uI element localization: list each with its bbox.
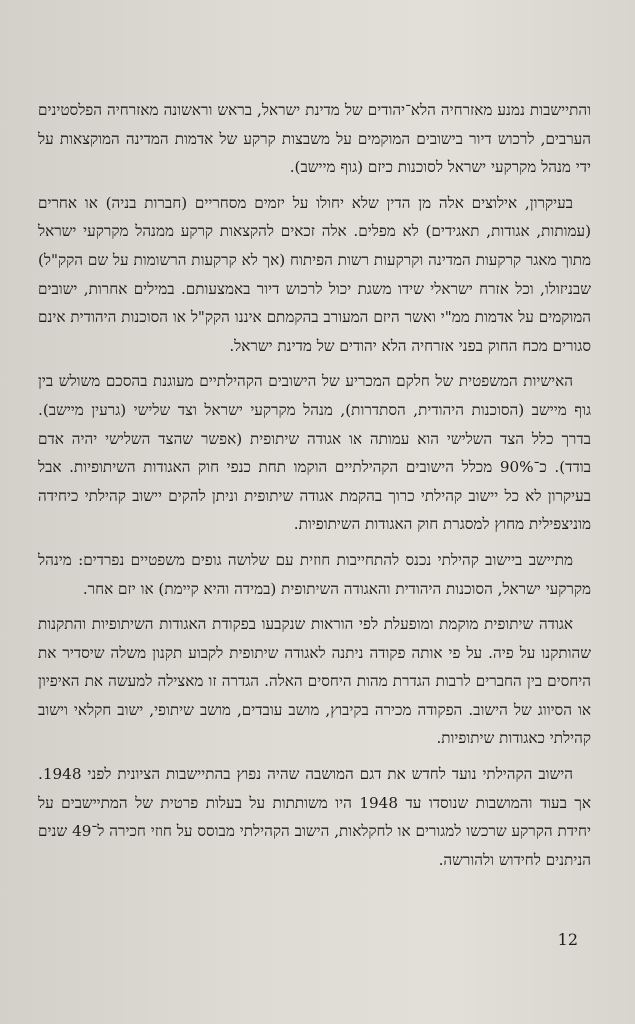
paragraph: מתיישב ביישוב קהילתי נכנס להתחייבות חוזית עם שלושה גופים משפטיים נפרדים: מינהל מקרקעי ישראל, הסוכנות היהודית והאגודה השיתופית (במידה והיא קיימת) או יזם אחר. [38,550,591,598]
paragraph: והתיישבות נמנע מאזרחיה הלא־יהודים של מדינת ישראל, בראש וראשונה מאזרחיה הפלסטינים הערבים, לרכוש דיור בישובים המוקמים על משבצות קרקע של אדמות המדינה המוקצאות על ידי מנהל מקרקעי ישראל לסוכנות כיזם (גוף מיישב). [38,101,591,177]
body-text [38,96,591,881]
paragraph: הישוב הקהילתי נועד לחדש את דגם המושבה שהיה נפוץ בהתיישבות הציונית לפני 1948. אך בעוד והמושבות שנוסדו עד 1948 היו משותתות על בעלות פרטית של המתיישבים על יחידת הקרקע שרכשו למגורים או לחקלאות, הישוב הקהילתי מבוסס על חוזי חכירה ל־49 שנים הניתנים לחידוש ולהורשה. [38,765,592,869]
page-number: 12 [557,930,578,949]
paragraph: אגודה שיתופית מוקמת ומופעלת לפי הוראות שנקבעו בפקודת האגודות השיתופיות והתקנות שהותקנו על פיה. על פי אותה פקודה ניתנה לאגודה שיתופית לקבוע תקנון משלה שיסדיר את היחסים בין החברים לרבות הגדרת מהות היחסים האלה. הגדרה זו מאצילה למעשה את האיפיון או הסיווג של הישוב. הפקודה מכירה בקיבוץ, מושב עובדים, מושב שיתופי, ישוב חקלאי וישוב קהילתי כאגודות שיתופיות. [38,615,591,748]
paragraph: האישיות המשפטית של חלקם המכריע של הישובים הקהילתיים מעוגנת בהסכם משולש בין גוף מיישב (הסוכנות היהודית, הסתדרות), מנהל מקרקעי ישראל וצד שלישי (גרעין מיישב). בדרך כלל הצד השלישי הוא עמותה או אגודה שיתופית (אפשר שהצד השלישי יהיה אדם בודד). כ־90% מכלל הישובים הקהילתיים הוקמו תחת כנפי חוק האגודות השיתופיות. אבל בעיקרון לא כל יישוב קהילתי כרוך בהקמת אגודה שיתופית וניתן להקים יישוב קהילתי כיחידה מוניצפילית מחוץ למסגרת חוק האגודות השיתופיות. [38,372,591,534]
paragraph: בעיקרון, אילוצים אלה מן הדין שלא יחולו על יזמים מסחריים (חברות בניה) או אחרים (עמותות, אגודות, תאגידים) לא מפלים. אלה זכאים להקצאות קרקע ממנהל מקרקעי ישראל מתוך מאגר קרקעות המדינה וקרקעות רשות הפיתוח (אך לא קרקעות הרשומות על שם הקק"ל) שבניזולו, וכל אזרח ישראלי שידו משגת יכול לרכוש דיור באמצעותם. במילים אחרות, ישובים המוקמים על אדמות ממ"י ואשר היזם המעורב בהקמתם איננו הקק"ל או הסוכנות היהודית אינם סגורים מכח החוק בפני אזרחיה הלא יהודים של מדינת ישראל. [38,193,591,355]
